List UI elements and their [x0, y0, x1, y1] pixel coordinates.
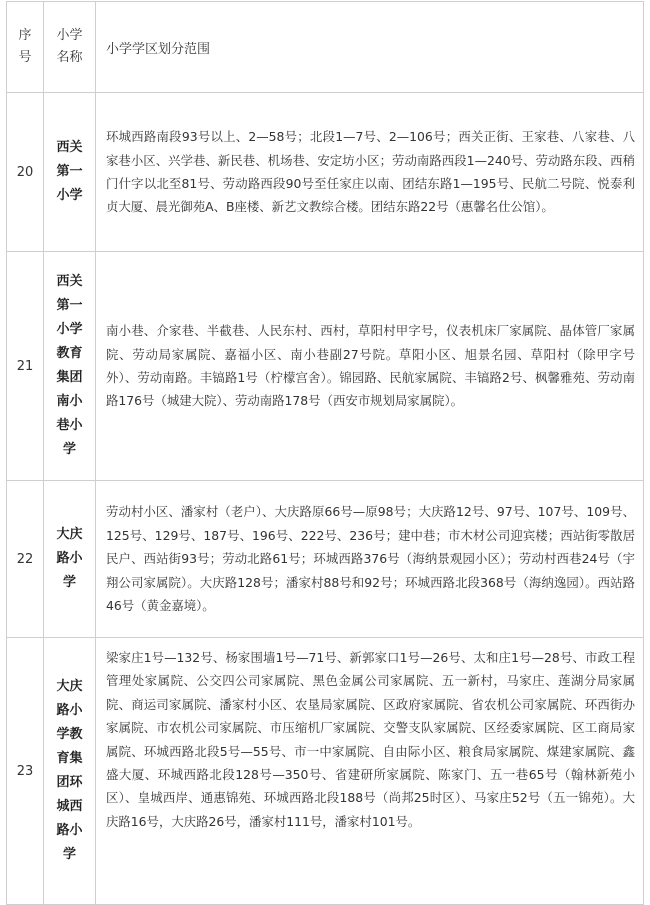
table-row: [7, 93, 644, 252]
table-row: [7, 252, 644, 481]
district-range-text: 梁家庄1号—132号、杨家围墙1号—71号、新郭家口1号—26号、太和庄1号—28号、市政工程管理处家属院、公交四公司家属院、黑色金属公司家属院、五一新村，马家庄、莲湖分局家属院、商运司家属院、潘家村小区、农垦局家属院、区政府家属院、省农机公司家属院、环西街办家属院、市农机公司家属院、市压缩机厂家属院、交警支队家属院、区经委家属院、区工商局家属院、环城西路北段5号—55号、市一中家属院、自由际小区、粮食局家属院、煤建家属院、鑫盛大厦、环城西路北段128号—350号、省建研所家属院、陈家门、五一巷65号（翰林新苑小区）、皇城西岸、通惠锦苑、环城西路北段188号（尚邦25时区）、马家庄52号（五一锦苑）。大庆路16号，大庆路26号，潘家村111号，潘家村101号。: [106, 650, 635, 829]
row-number: 23: [16, 763, 34, 779]
header-cell-range: [96, 2, 644, 93]
header-no-label: 序号: [18, 28, 32, 65]
district-range-cell: [96, 638, 644, 905]
school-name-cell: [44, 93, 96, 252]
school-name: 西关第一小学教育集团南小巷小学: [56, 274, 83, 457]
header-name-label: 小学名称: [56, 28, 83, 65]
table-row: [7, 481, 644, 638]
school-name-cell: [44, 638, 96, 905]
district-range-cell: [96, 252, 644, 481]
row-number: 20: [16, 164, 34, 180]
row-number-cell: [7, 93, 44, 252]
district-range-text: 环城西路南段93号以上、2—58号；北段1—7号、2—106号；西关正街、王家巷、八家巷、八家巷小区、兴学巷、新民巷、机场巷、安定坊小区；劳动南路西段1—240号、劳动路东段、西稍门什字以北至81号、劳动路西段90号至任家庄以南、团结东路1—195号、民航二号院、悦泰利贞大厦、晨光御苑A、B座楼、新艺文教综合楼。团结东路22号（惠馨名仕公馆）。: [106, 129, 635, 215]
district-range-cell: [96, 93, 644, 252]
district-range-text: 南小巷、介家巷、半截巷、人民东村、西村，草阳村甲字号，仪表机床厂家属院、晶体管厂家属院、劳动局家属院、嘉福小区、南小巷副27号院。草阳小区、旭景名园、草阳村（除甲字号外）、劳动南路。丰镐路1号（柠檬宫舍）。锦园路、民航家属院、丰镐路2号、枫馨雅苑、劳动南路176号（城建大院）、劳动南路178号（西安市规划局家属院）。: [106, 323, 635, 409]
row-number-cell: [7, 481, 44, 638]
district-range-text: 劳动村小区、潘家村（老户）、大庆路原66号—原98号；大庆路12号、97号、107号、109号、125号、129号、187号、196号、222号、236号；建中巷；市木材公司迎宾楼；西站街零散居民户、西站街93号；劳动北路61号；环城西路376号（海纳景观园小区）；劳动村西巷24号（宇翔公司家属院）。大庆路128号；潘家村88号和92号；环城西路北段368号（海纳逸园）。西站路46号（黄金嘉境）。: [106, 504, 635, 614]
school-name-cell: [44, 252, 96, 481]
school-name: 大庆路小学教育集团环城西路小学: [56, 679, 83, 862]
header-cell-name: [44, 2, 96, 93]
row-number: 22: [16, 551, 34, 567]
row-number: 21: [16, 358, 34, 374]
district-range-cell: [96, 481, 644, 638]
school-name-cell: [44, 481, 96, 638]
school-name: 西关第一小学: [56, 140, 83, 203]
header-cell-no: [7, 2, 44, 93]
row-number-cell: [7, 638, 44, 905]
school-name: 大庆路小学: [56, 527, 83, 590]
table-header-row: [7, 2, 644, 93]
school-district-table-container: [6, 1, 643, 905]
row-number-cell: [7, 252, 44, 481]
header-range-label: 小学学区划分范围: [106, 41, 211, 57]
table-row: [7, 638, 644, 905]
school-district-table: [6, 1, 644, 905]
